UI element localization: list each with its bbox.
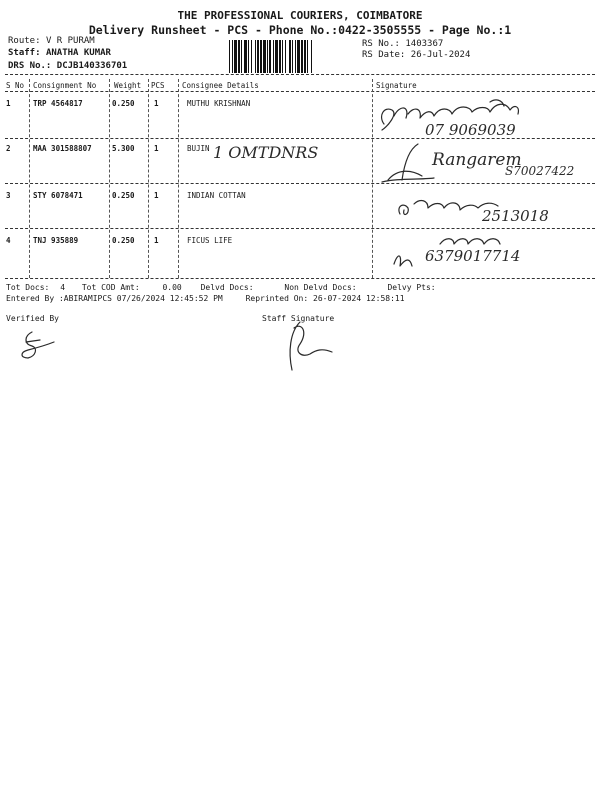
staff-label: Staff: — [8, 48, 41, 58]
row-consignee: BUJIN — [187, 144, 210, 153]
rs-date-value: 26-Jul-2024 — [410, 50, 471, 60]
row-weight: 0.250 — [112, 236, 135, 245]
tot-cod-label: Tot COD Amt: — [81, 283, 140, 292]
rs-date-line — [362, 50, 470, 60]
table-bottom-rule — [5, 278, 595, 279]
column-divider — [109, 79, 110, 278]
row3-handwritten-phone: 2513018 — [482, 207, 549, 225]
row-weight: 0.250 — [112, 191, 135, 200]
row-pcs: 1 — [154, 99, 159, 108]
col-header-weight: Weight — [114, 81, 142, 90]
staff-signature-scribble — [280, 318, 340, 374]
row2-handwritten-name: Rangarem — [432, 150, 522, 170]
rs-no-label: RS No.: — [362, 39, 400, 49]
row2-handwritten-note: 1 OMTDNRS — [213, 143, 319, 162]
col-header-consignment: Consignment No — [33, 81, 97, 90]
row-sno: 1 — [6, 99, 11, 108]
barcode-image — [228, 40, 356, 73]
entry-line — [6, 294, 405, 303]
staff-signature-label: Staff Signature — [262, 314, 335, 323]
row1-handwritten-phone: 07 9069039 — [425, 121, 516, 139]
col-header-sno: S No — [6, 81, 25, 90]
delvy-pts-label: Delvy Pts: — [387, 283, 436, 292]
company-title: THE PROFESSIONAL COURIERS, COIMBATORE — [177, 9, 423, 22]
reprinted-on: Reprinted On: 26-07-2024 12:58:11 — [245, 294, 405, 303]
route-line — [8, 36, 95, 46]
row-consignment-no: MAA 301588807 — [33, 144, 92, 153]
row-consignee: FICUS LIFE — [187, 236, 233, 245]
column-divider — [29, 79, 30, 278]
rs-date-label: RS Date: — [362, 50, 406, 60]
row2-handwritten-phone: S70027422 — [505, 164, 575, 178]
sheet-title: Delivery Runsheet - PCS - Phone No.:0422-3505555 - Page No.:1 — [88, 23, 512, 37]
drs-label: DRS No.: — [8, 61, 52, 71]
tot-docs-label: Tot Docs: — [6, 283, 50, 292]
row-pcs: 1 — [154, 144, 159, 153]
route-label: Route: — [8, 36, 41, 46]
entered-by: Entered By :ABIRAMIPCS 07/26/2024 12:45:52 PM — [6, 294, 223, 303]
staff-line — [8, 48, 111, 58]
row4-handwritten-phone: 6379017714 — [425, 247, 521, 265]
col-header-signature: Signature — [376, 81, 417, 90]
col-header-consignee: Consignee Details — [182, 81, 259, 90]
drs-line — [8, 61, 127, 71]
rs-no-line — [362, 39, 443, 49]
row-consignment-no: TRP 4564817 — [33, 99, 83, 108]
table-header-rule — [5, 91, 595, 92]
non-delvd-docs-label: Non Delvd Docs: — [284, 283, 357, 292]
column-divider — [148, 79, 149, 278]
tot-cod-value: 0.00 — [162, 283, 182, 292]
row-consignee: INDIAN COTTAN — [187, 191, 246, 200]
route-value: V R PURAM — [45, 36, 95, 46]
delvd-docs-label: Delvd Docs: — [200, 283, 254, 292]
row-sno: 4 — [6, 236, 11, 245]
column-divider — [178, 79, 179, 278]
row-pcs: 1 — [154, 236, 159, 245]
totals-line — [6, 283, 436, 292]
row-consignment-no: STY 6078471 — [33, 191, 83, 200]
row-divider — [5, 228, 595, 229]
row-consignee: MUTHU KRISHNAN — [187, 99, 251, 108]
col-header-pcs: PCS — [151, 81, 165, 90]
row2-signature-scribble — [378, 140, 438, 188]
row-divider — [5, 183, 595, 184]
tot-docs-value: 4 — [60, 283, 66, 292]
row-pcs: 1 — [154, 191, 159, 200]
drs-value: DCJB140336701 — [56, 61, 128, 71]
table-top-rule — [5, 74, 595, 75]
row-weight: 5.300 — [112, 144, 135, 153]
verifier-signature-scribble — [10, 328, 60, 362]
verified-by-label: Verified By — [6, 314, 59, 323]
row-sno: 2 — [6, 144, 11, 153]
row-weight: 0.250 — [112, 99, 135, 108]
row-consignment-no: TNJ 935889 — [33, 236, 79, 245]
rs-no-value: 1403367 — [405, 39, 444, 49]
staff-value: ANATHA KUMAR — [45, 48, 111, 58]
row-sno: 3 — [6, 191, 11, 200]
